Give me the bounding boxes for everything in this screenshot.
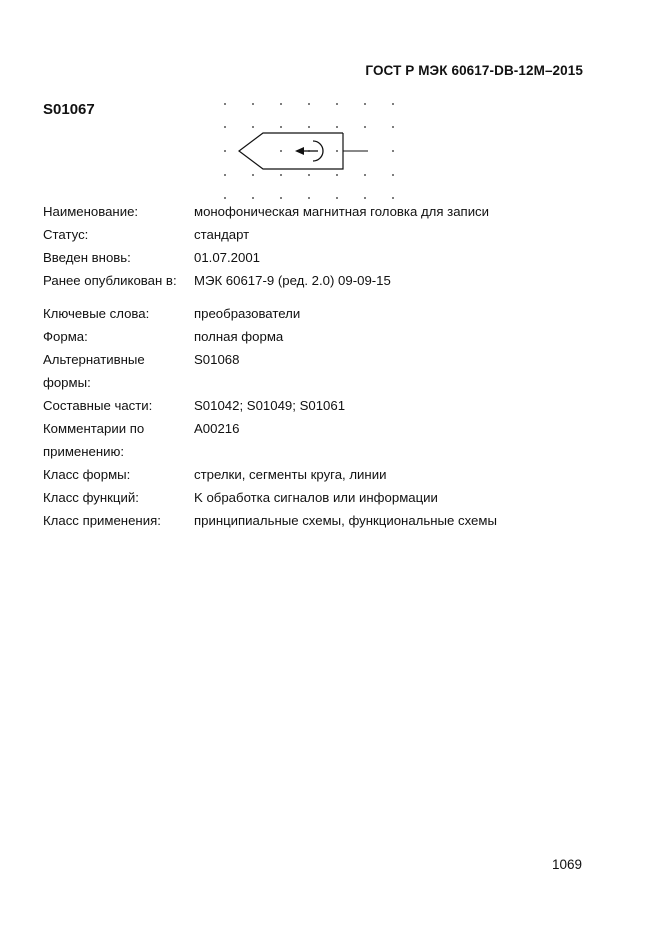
grid-dot <box>336 174 338 176</box>
grid-dot <box>224 150 226 152</box>
grid-dot <box>392 150 394 152</box>
grid-dot <box>224 103 226 105</box>
field-label: Форма: <box>43 329 88 344</box>
grid-dot <box>392 103 394 105</box>
field-value: стандарт <box>194 227 250 242</box>
field-value: 01.07.2001 <box>194 250 261 265</box>
grid-dot <box>392 174 394 176</box>
field-value: монофоническая магнитная головка для записи <box>194 204 490 219</box>
grid-dot <box>336 103 338 105</box>
standard-header: ГОСТ Р МЭК 60617-DB-12M–2015 <box>365 63 583 78</box>
field-value: S01042; S01049; S01061 <box>194 398 346 413</box>
field-label: Наименование: <box>43 204 139 219</box>
grid-dot <box>364 197 366 199</box>
grid-dot <box>364 126 366 128</box>
field-label: Комментарии по применению: <box>43 421 145 459</box>
field-value: S01068 <box>194 352 240 367</box>
field-label: Составные части: <box>43 398 153 413</box>
grid-dot <box>308 103 310 105</box>
grid-dot <box>280 197 282 199</box>
grid-dot <box>336 197 338 199</box>
grid-dot <box>280 174 282 176</box>
field-label: Альтернативные формы: <box>43 352 145 390</box>
grid-dot <box>252 197 254 199</box>
head-outline <box>239 133 343 169</box>
field-label: Статус: <box>43 227 89 242</box>
field-value: преобразователи <box>194 306 301 321</box>
page-number: 1069 <box>551 857 582 872</box>
grid-dot <box>336 126 338 128</box>
grid-dot <box>280 150 282 152</box>
field-value: МЭК 60617-9 (ред. 2.0) 09-09-15 <box>194 273 391 288</box>
symbol-code: S01067 <box>43 101 95 118</box>
field-value: K обработка сигналов или информации <box>194 490 438 505</box>
field-label: Ключевые слова: <box>43 306 150 321</box>
field-value: стрелки, сегменты круга, линии <box>194 467 387 482</box>
grid-dot <box>308 174 310 176</box>
field-label: Ранее опубликован в: <box>43 273 177 288</box>
grid-dot <box>224 174 226 176</box>
grid-dot <box>364 103 366 105</box>
grid-dot <box>252 174 254 176</box>
field-value: полная форма <box>194 329 284 344</box>
grid-dot <box>280 126 282 128</box>
field-label: Класс формы: <box>43 467 131 482</box>
field-label: Класс применения: <box>43 513 161 528</box>
field-label: Введен вновь: <box>43 250 131 265</box>
grid-dot <box>224 197 226 199</box>
grid-dot <box>392 197 394 199</box>
grid-dot <box>336 150 338 152</box>
grid-dot <box>280 103 282 105</box>
grid-dot <box>252 103 254 105</box>
arrow-head <box>295 147 304 155</box>
magnetic-recording-head-symbol-icon <box>218 94 408 206</box>
grid-dot <box>224 126 226 128</box>
grid-dot <box>392 126 394 128</box>
grid-dot <box>364 174 366 176</box>
grid-dot <box>252 126 254 128</box>
grid-dot <box>308 126 310 128</box>
grid-dot <box>308 197 310 199</box>
field-value: A00216 <box>194 421 240 436</box>
field-value: принципиальные схемы, функциональные схемы <box>194 513 497 528</box>
field-label: Класс функций: <box>43 490 139 505</box>
